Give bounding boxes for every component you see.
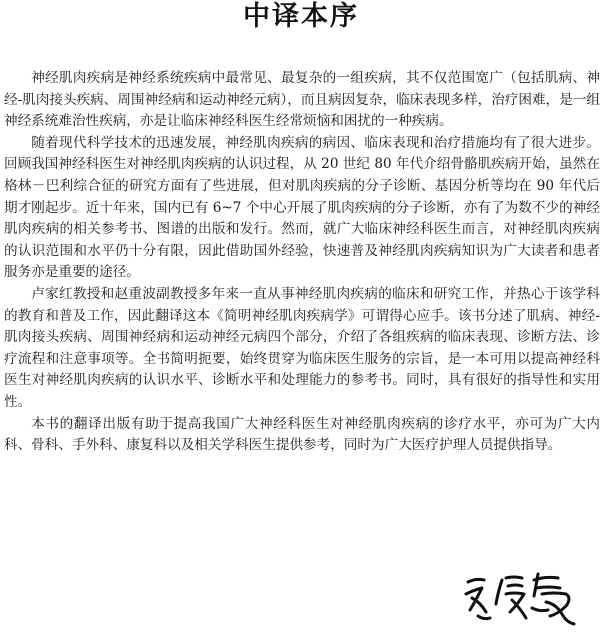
paragraph-3: 卢家红教授和赵重波副教授多年来一直从事神经肌肉疾病的临床和研究工作，并热心于该学科的教育和普及工作，因此翻译这本《简明神经肌肉疾病学》可谓得心应手。该书分述了肌病、神经-肌肉接头疾病、周围神经病和运动神经元病四个部分，介绍了各组疾病的临床表现、诊断方法、诊疗流程和注意事项等。全书简明扼要，始终贯穿为临床医生服务的宗旨，是一本可用以提高神经科医生对神经肌肉疾病的认识水平、诊断水平和处理能力的参考书。同时，具有很好的指导性和实用性。 xyxy=(4,285,600,410)
paragraph-4: 本书的翻译出版有助于提高我国广大神经科医生对神经肌肉疾病的诊疗水平，亦可为广大内科、骨科、手外科、康复科以及相关学科医生提供参考，同时为广大医疗护理人员提供指导。 xyxy=(4,415,600,454)
paragraph-1: 神经肌肉疾病是神经系统疾病中最常见、最复杂的一组疾病，其不仅范围宽广（包括肌病、神经-肌肉接头疾病、周围神经病和运动神经元病），而且病因复杂，临床表现多样，治疗困难，是一组神经系统难治性疾病，亦是让临床神经科医生经常烦恼和困扰的一种疾病。 xyxy=(4,70,600,130)
body-text xyxy=(4,68,600,457)
page-title: 中译本序 xyxy=(243,1,359,32)
paragraph-2: 随着现代科学技术的迅速发展，神经肌肉疾病的病因、临床表现和治疗措施均有了很大进步。回顾我国神经科医生对神经肌肉疾病的认识过程，从 20 世纪 80 年代介绍骨骼肌疾病开始，虽然在格林－巴利综合征的研究方面有了些进展，但对肌肉疾病的分子诊断、基因分析等均在 90 年代后期才刚起步。近十年来，国内已有 6~7 个中心开展了肌肉疾病的分子诊断，亦有了为数不少的神经肌肉疾病的相关参考书、图谱的出版和发行。然而，就广大临床神经科医生而言，对神经肌肉疾病的认识范围和水平仍十分有限，因此借助国外经验，快速普及神经肌肉疾病知识为广大读者和患者服务亦是重要的途径。 xyxy=(4,134,600,281)
handwritten-signature xyxy=(462,568,580,628)
